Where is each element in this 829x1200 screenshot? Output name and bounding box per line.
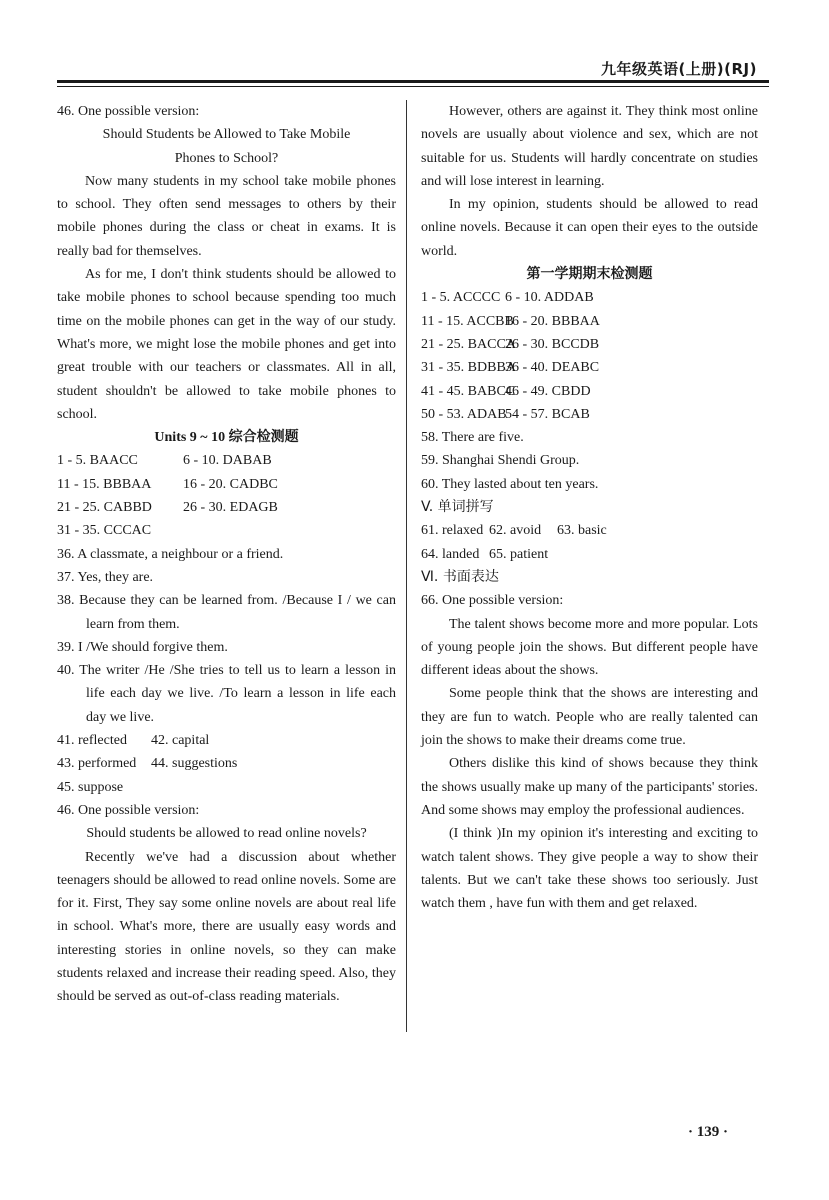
answer-row xyxy=(57,449,396,472)
section-6-heading: Ⅵ. 书面表达 xyxy=(421,568,499,585)
answer-36: 36. A classmate, a neighbour or a friend. xyxy=(57,546,284,562)
answer-item: 11 - 15. ACCBB xyxy=(421,313,514,329)
final-exam-heading: 第一学期期末检测题 xyxy=(526,266,653,283)
q46a: 46. One possible version: xyxy=(57,104,200,119)
answer-item: 21 - 25. BACCA xyxy=(421,336,516,352)
answer-row xyxy=(421,310,758,333)
answer-64: 64. landed xyxy=(421,546,480,562)
answer-row xyxy=(421,380,758,403)
q46b: 46. One possible version: xyxy=(57,802,200,818)
answer-39: 39. I /We should forgive them. xyxy=(57,639,228,655)
essay3-paragraph-1: The talent shows become more and more popular. Lots of young people join the shows. But different people have different ideas about the shows. xyxy=(421,616,758,679)
essay2-title: Should students be allowed to read online novels? xyxy=(86,826,367,842)
answer-item: 26 - 30. EDAGB xyxy=(183,500,278,516)
answer-item: 16 - 20. BBBAA xyxy=(505,313,600,329)
answer-item: 11 - 15. BBBAA xyxy=(57,476,152,492)
answer-item: 1 - 5. BAACC xyxy=(57,453,138,469)
essay3-paragraph-3: Others dislike this kind of shows because they think the shows usually make up many of the participants' stories. And some shows may employ the professional audiences. xyxy=(421,756,758,818)
answer-item: 16 - 20. CADBC xyxy=(183,476,278,492)
answer-item: 6 - 10. DABAB xyxy=(183,453,272,469)
answer-38: 38. Because they can be learned from. /Because I / we can learn from them. xyxy=(57,593,396,632)
left-column xyxy=(57,100,396,1009)
answer-row xyxy=(421,286,758,309)
essay1-paragraph-1: Now many students in my school take mobile phones to school. They often send messages to others by their mobile phones during the class or cheat in exams. It is really bad for themselves. xyxy=(57,173,396,259)
essay2-paragraph-2: However, others are against it. They think most online novels are usually about violence and sex, which are not suitable for us. Students will hardly concentrate on studies and will lose interest in learning. xyxy=(421,104,758,189)
section-5-heading: V. 单词拼写 xyxy=(421,499,494,516)
essay2-paragraph-3: In my opinion, students should be allowed to read online novels. Because it can open their eyes to the outside world. xyxy=(421,197,758,259)
answer-row xyxy=(421,356,758,379)
answer-66: 66. One possible version: xyxy=(421,593,564,609)
header-rule-thin xyxy=(57,86,769,87)
header-rule-thick xyxy=(57,80,769,83)
column-divider xyxy=(406,100,407,1032)
answer-item: 36 - 40. DEABC xyxy=(505,360,600,376)
answer-60: 60. They lasted about ten years. xyxy=(421,476,599,492)
answer-58: 58. There are five. xyxy=(421,430,524,446)
answer-row xyxy=(421,403,758,426)
essay1-title-line1: Should Students be Allowed to Take Mobile xyxy=(102,127,351,143)
answer-item: 31 - 35. CCCAC xyxy=(57,523,152,539)
answer-41: 41. reflected xyxy=(57,733,127,749)
answer-item: 50 - 53. ADAB xyxy=(421,406,507,422)
answer-42: 42. capital xyxy=(151,733,210,749)
answer-item: 54 - 57. BCAB xyxy=(505,406,590,422)
answer-44: 44. suggestions xyxy=(151,756,238,772)
answer-row xyxy=(57,729,396,752)
page-number: · 139 · xyxy=(688,1124,729,1140)
answer-65: 65. patient xyxy=(489,546,549,562)
answer-item: 31 - 35. BDBBA xyxy=(421,360,516,376)
answer-item: 6 - 10. ADDAB xyxy=(505,290,594,306)
answer-item: 1 - 5. ACCCC xyxy=(421,290,501,306)
essay1-paragraph-2: As for me, I don't think students should be allowed to take mobile phones to school because spending too much time on the mobile phones can get in the way of our study. What's more, we might lose the mobile phones and get into great trouble with our teachers or classmates. All in all, student shouldn't be allowed to take mobile phones to school. xyxy=(57,267,396,422)
essay3-paragraph-4: (I think )In my opinion it's interesting and exciting to watch talent shows. They give people a way to show their talents. But we can't take these shows too seriously. Just watch them , have fun with them and get relaxed. xyxy=(421,826,758,912)
answer-row xyxy=(57,473,396,496)
answer-row xyxy=(57,752,396,775)
answer-row xyxy=(421,543,758,566)
answer-59: 59. Shanghai Shendi Group. xyxy=(421,453,580,469)
answer-row xyxy=(421,519,758,542)
answer-62: 62. avoid xyxy=(489,523,542,539)
answer-row xyxy=(57,496,396,519)
answer-43: 43. performed xyxy=(57,756,137,772)
answer-item: 41 - 45. BABCC xyxy=(421,383,516,399)
answer-63: 63. basic xyxy=(557,523,607,539)
answer-row xyxy=(421,333,758,356)
answer-61: 61. relaxed xyxy=(421,523,484,539)
answer-45: 45. suppose xyxy=(57,779,124,795)
answer-item: 21 - 25. CABBD xyxy=(57,500,152,516)
essay1-title-line2: Phones to School? xyxy=(174,150,279,166)
essay3-paragraph-2: Some people think that the shows are interesting and they are fun to watch. People who are really talented can join the shows to make their dreams come true. xyxy=(421,686,758,749)
header-title: 九年级英语(上册)(RJ) xyxy=(600,60,757,78)
answer-item: 26 - 30. BCCDB xyxy=(505,336,600,352)
answer-item: 46 - 49. CBDD xyxy=(505,383,591,399)
essay2-paragraph-1: Recently we've had a discussion about whether teenagers should be allowed to read online novels. Some are for it. First, They say some online novels are about real life in school. What's more, there are usually easy words and interesting stories in online novels, so they can make students relaxed and increase their reading speed. Also, they should be served as out-of-class reading materials. xyxy=(57,849,396,1005)
units-heading: Units 9 ~ 10 综合检测题 xyxy=(154,430,299,446)
right-column xyxy=(421,100,758,915)
answer-37: 37. Yes, they are. xyxy=(57,569,154,585)
answer-40: 40. The writer /He /She tries to tell us to learn a lesson in life each day we live. /To learn a lesson in life each day we live. xyxy=(57,663,396,725)
